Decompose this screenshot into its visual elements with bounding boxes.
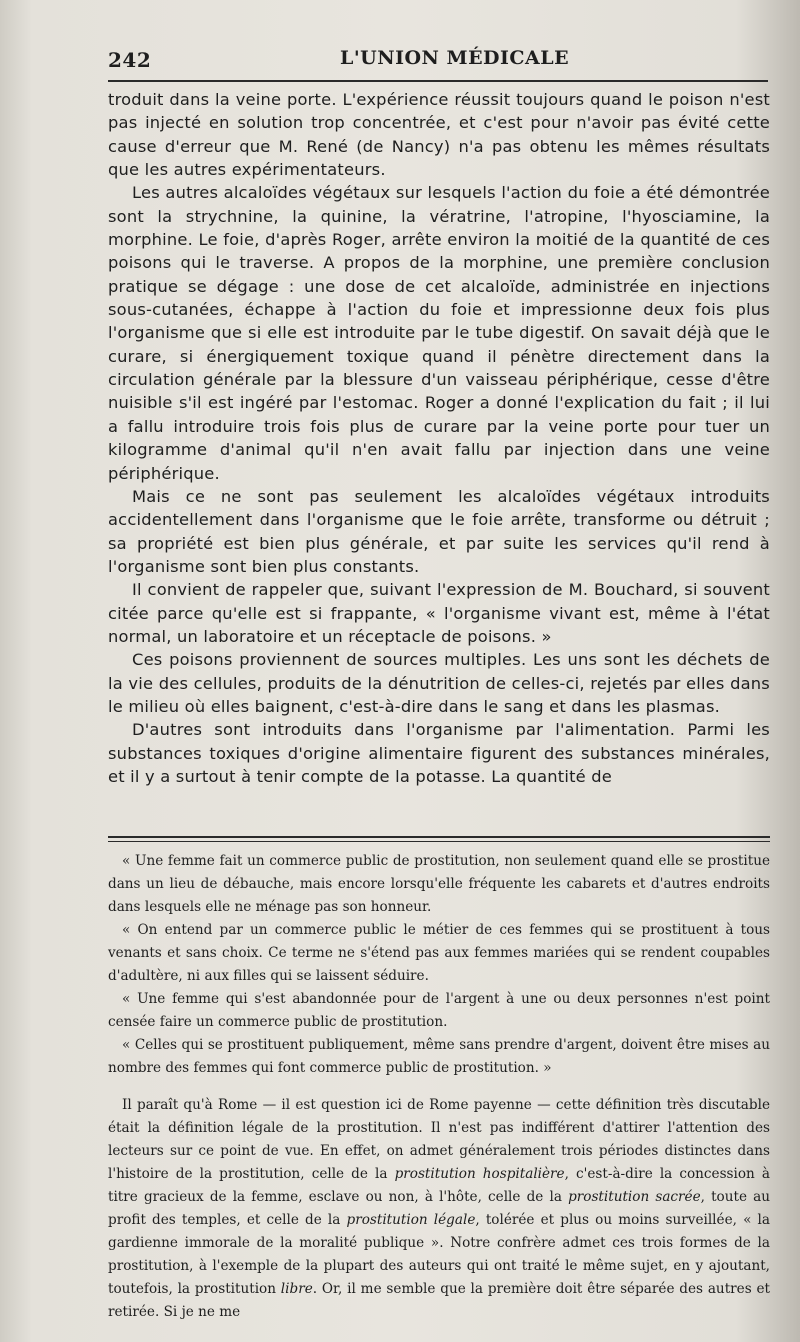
italic-term: prostitution légale <box>346 1212 476 1228</box>
footnote-commentary <box>108 1094 770 1324</box>
main-text <box>108 88 770 788</box>
page-header <box>108 44 770 84</box>
italic-term: libre <box>280 1281 313 1297</box>
footnote-paragraph: « Une femme fait un commerce public de prostitution, non seulement quand elle se prostitue dans un lieu de débauche, mais encore lorsqu'elle fréquente les cabarets et d'autres endroits dans lesquels elle ne ménage pas son honneur. <box>108 853 770 915</box>
body-paragraph: Mais ce ne sont pas seulement les alcaloïdes végétaux introduits accidentellement dans l'organisme que le foie arrête, transforme ou détruit ; sa propriété est bien plus générale, et par suite les services qu'il rend à l'organisme sont bien plus constants. <box>108 486 770 576</box>
commentary-text: , toute au profit des temples, et celle de la <box>108 1189 770 1228</box>
commentary-text: Il paraît qu'à Rome — il est question ici de Rome payenne — cette définition très discutable était la définition légale de la prostitution. Il n'est pas indifférent d'attirer l'attention des lecteurs sur ce point de vue. En effet, on admet généralement trois périodes distinctes dans l'histoire de la prostitution, celle de la <box>108 1097 770 1182</box>
footnotes <box>108 850 770 1324</box>
footnote-paragraph: « Celles qui se prostituent publiquement, même sans prendre d'argent, doivent être mises au nombre des femmes qui font commerce public de prostitution. » <box>108 1037 770 1076</box>
commentary-text: . Or, il me semble que la première doit être séparée des autres et retirée. Si je ne me <box>108 1281 770 1320</box>
footnote-separator <box>108 836 770 842</box>
body-paragraph: troduit dans la veine porte. L'expérience réussit toujours quand le poison n'est pas injecté en solution trop concentrée, et c'est pour n'avoir pas évité cette cause d'erreur que M. René (de Nancy) n'a pas obtenu les mêmes résultats que les autres expérimentateurs. <box>108 90 770 180</box>
italic-term: prostitution hospitalière <box>394 1166 565 1182</box>
body-paragraph: Les autres alcaloïdes végétaux sur lesquels l'action du foie a été démontrée sont la strychnine, la quinine, la vératrine, l'atropine, l'hyosciamine, la morphine. Le foie, d'après Roger, arrête environ la moitié de la quantité de ces poisons qui le traverse. A propos de la morphine, une première conclusion pratique se dégage : une dose de cet alcaloïde, administrée en injections sous-cutanées, échappe à l'action du foie et impressionne deux fois plus l'organisme que si elle est introduite par le tube digestif. On savait déjà que le curare, si énergiquement toxique quand il pénètre directement dans la circulation générale par la blessure d'un vaisseau périphérique, cesse d'être nuisible s'il est ingéré par l'estomac. Roger a donné l'explication du fait ; il lui a fallu introduire trois fois plus de curare par la veine porte pour tuer un kilogramme d'animal qu'il n'en avait fallu par injection dans une veine périphérique. <box>108 183 770 483</box>
italic-term: prostitution sacrée <box>568 1189 701 1205</box>
running-title: L'UNION MÉDICALE <box>340 47 570 69</box>
footnote-paragraph: « On entend par un commerce public le métier de ces femmes qui se prostituent à tous venants et sans choix. Ce terme ne s'étend pas aux femmes mariées qui se rendent coupables d'adultère, ni aux filles qui se laissent séduire. <box>108 922 770 984</box>
commentary-text: , tolérée et plus ou moins surveillée, « la gardienne immorale de la moralité publique ». Notre confrère admet ces trois formes de la prostitution, à l'exemple de la plupart des auteurs qui ont traité le même sujet, en y ajoutant, toutefois, la prostitution <box>108 1212 770 1297</box>
footnote-paragraph: « Une femme qui s'est abandonnée pour de l'argent à une ou deux personnes n'est point censée faire un commerce public de prostitution. <box>108 991 770 1030</box>
body-paragraph: Ces poisons proviennent de sources multiples. Les uns sont les déchets de la vie des cellules, produits de la dénutrition de celles-ci, rejetés par elles dans le milieu où elles baignent, c'est-à-dire dans le sang et dans les plasmas. <box>108 650 770 716</box>
commentary-text: , c'est-à-dire la concession à titre gracieux de la femme, esclave ou non, à l'hôte, celle de la <box>108 1166 770 1205</box>
body-paragraph: D'autres sont introduits dans l'organisme par l'alimentation. Parmi les substances toxiques d'origine alimentaire figurent des substances minérales, et il y a surtout à tenir compte de la potasse. La quantité de <box>108 720 770 786</box>
page-number: 242 <box>108 48 152 72</box>
body-paragraph: Il convient de rappeler que, suivant l'expression de M. Bouchard, si souvent citée parce qu'elle est si frappante, « l'organisme vivant est, même à l'état normal, un laboratoire et un réceptacle de poisons. » <box>108 580 770 646</box>
header-rule <box>108 80 768 82</box>
